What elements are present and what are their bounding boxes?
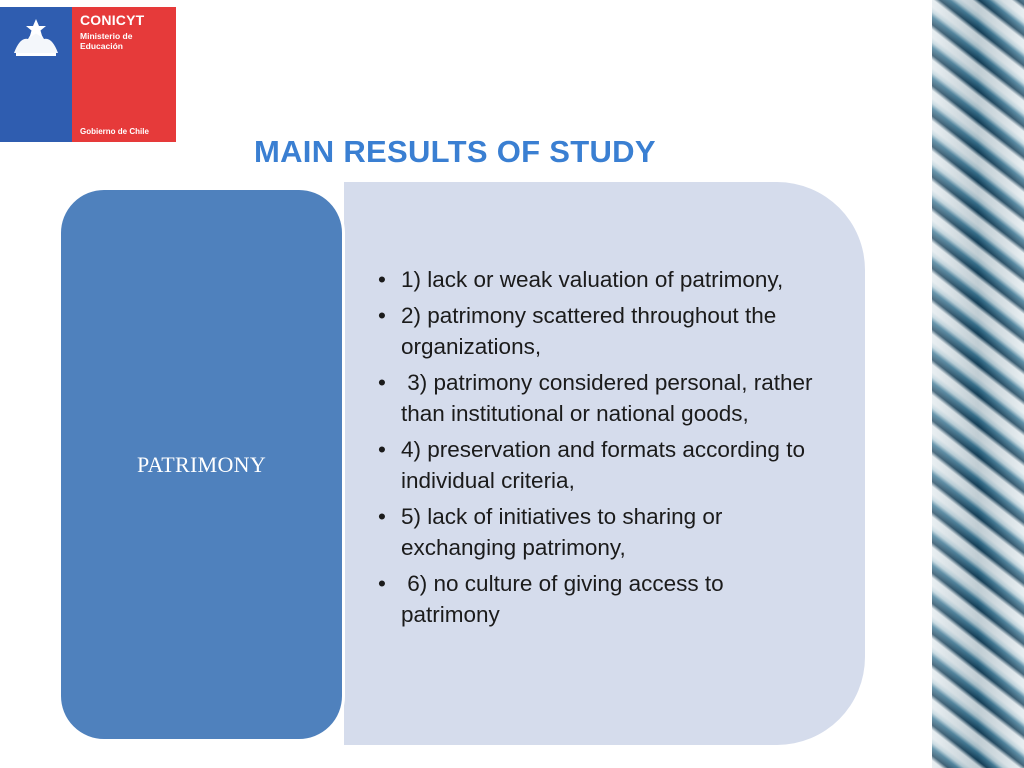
conicyt-logo: [0, 7, 176, 142]
bullet-icon: •: [378, 303, 386, 328]
list-item-text: 4) preservation and formats according to individual criteria,: [401, 437, 812, 493]
category-label: PATRIMONY: [136, 451, 267, 477]
list-item-text: 6) no culture of giving access to patrimony: [401, 571, 730, 627]
page-title: MAIN RESULTS OF STUDY: [254, 134, 656, 169]
bullet-icon: •: [378, 437, 386, 462]
list-item: [378, 568, 828, 630]
list-item: [378, 300, 828, 362]
bullet-icon: •: [378, 267, 386, 292]
bullet-icon: •: [378, 504, 386, 529]
logo-name: CONICYT: [80, 12, 145, 28]
list-item: [378, 501, 828, 563]
list-item-text: 3) patrimony considered personal, rather than institutional or national goods,: [401, 370, 819, 426]
coat-of-arms-icon: [6, 13, 66, 61]
bullet-icon: •: [378, 370, 386, 395]
bullet-icon: •: [378, 571, 386, 596]
list-item: [378, 434, 828, 496]
logo-ministry: Ministerio de Educación: [80, 31, 133, 51]
logo-government: Gobierno de Chile: [80, 127, 149, 136]
category-label-box: [58, 187, 345, 742]
list-item-text: 5) lack of initiatives to sharing or exchanging patrimony,: [401, 504, 729, 560]
list-item: [378, 367, 828, 429]
decorative-strip-shade: [932, 0, 1024, 768]
list-item-text: 1) lack or weak valuation of patrimony,: [401, 267, 784, 292]
results-list: [378, 264, 828, 635]
list-item: [378, 264, 828, 295]
list-item-text: 2) patrimony scattered throughout the organizations,: [401, 303, 783, 359]
